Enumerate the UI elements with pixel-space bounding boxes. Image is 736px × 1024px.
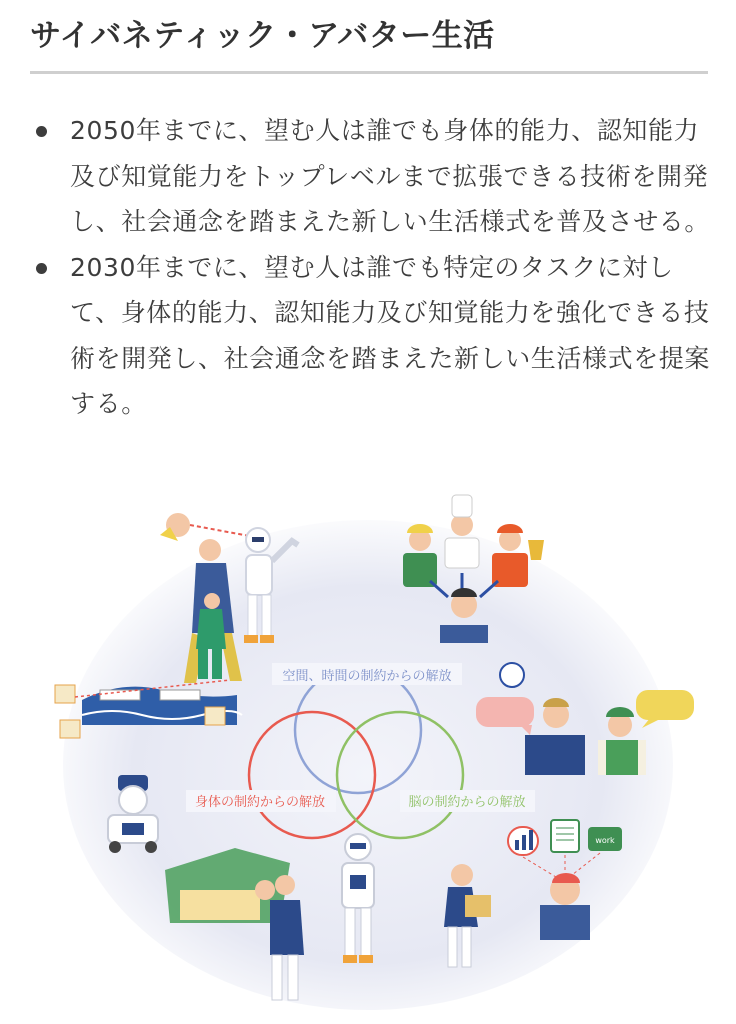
goal-2030-text: 2030年までに、望む人は誰でも特定のタスクに対して、身体的能力、認知能力及び知覚能力を強化できる技術を開発し、社会通念を踏まえた新しい生活様式を提案する。 xyxy=(70,252,711,418)
bullet-dot xyxy=(36,126,47,137)
goal-2030 xyxy=(30,245,710,427)
page-title: サイバネティック・アバター生活 xyxy=(30,18,495,54)
cybernetic-avatar-illustration xyxy=(0,485,736,1024)
bullet-dot xyxy=(36,263,47,274)
venn-label-body: 身体の制約からの解放 xyxy=(194,795,326,810)
goal-2050 xyxy=(30,108,710,245)
goal-2050-text: 2050年までに、望む人は誰でも身体的能力、認知能力及び知覚能力をトップレベルまで拡張できる技術を開発し、社会通念を踏まえた新しい生活様式を普及させる。 xyxy=(70,116,711,236)
work-sticker: work xyxy=(595,836,615,845)
venn-label-space-time: 空間、時間の制約からの解放 xyxy=(282,669,452,684)
title-divider xyxy=(30,71,708,74)
goal-list xyxy=(30,108,710,427)
venn-label-brain: 脳の制約からの解放 xyxy=(408,795,526,810)
